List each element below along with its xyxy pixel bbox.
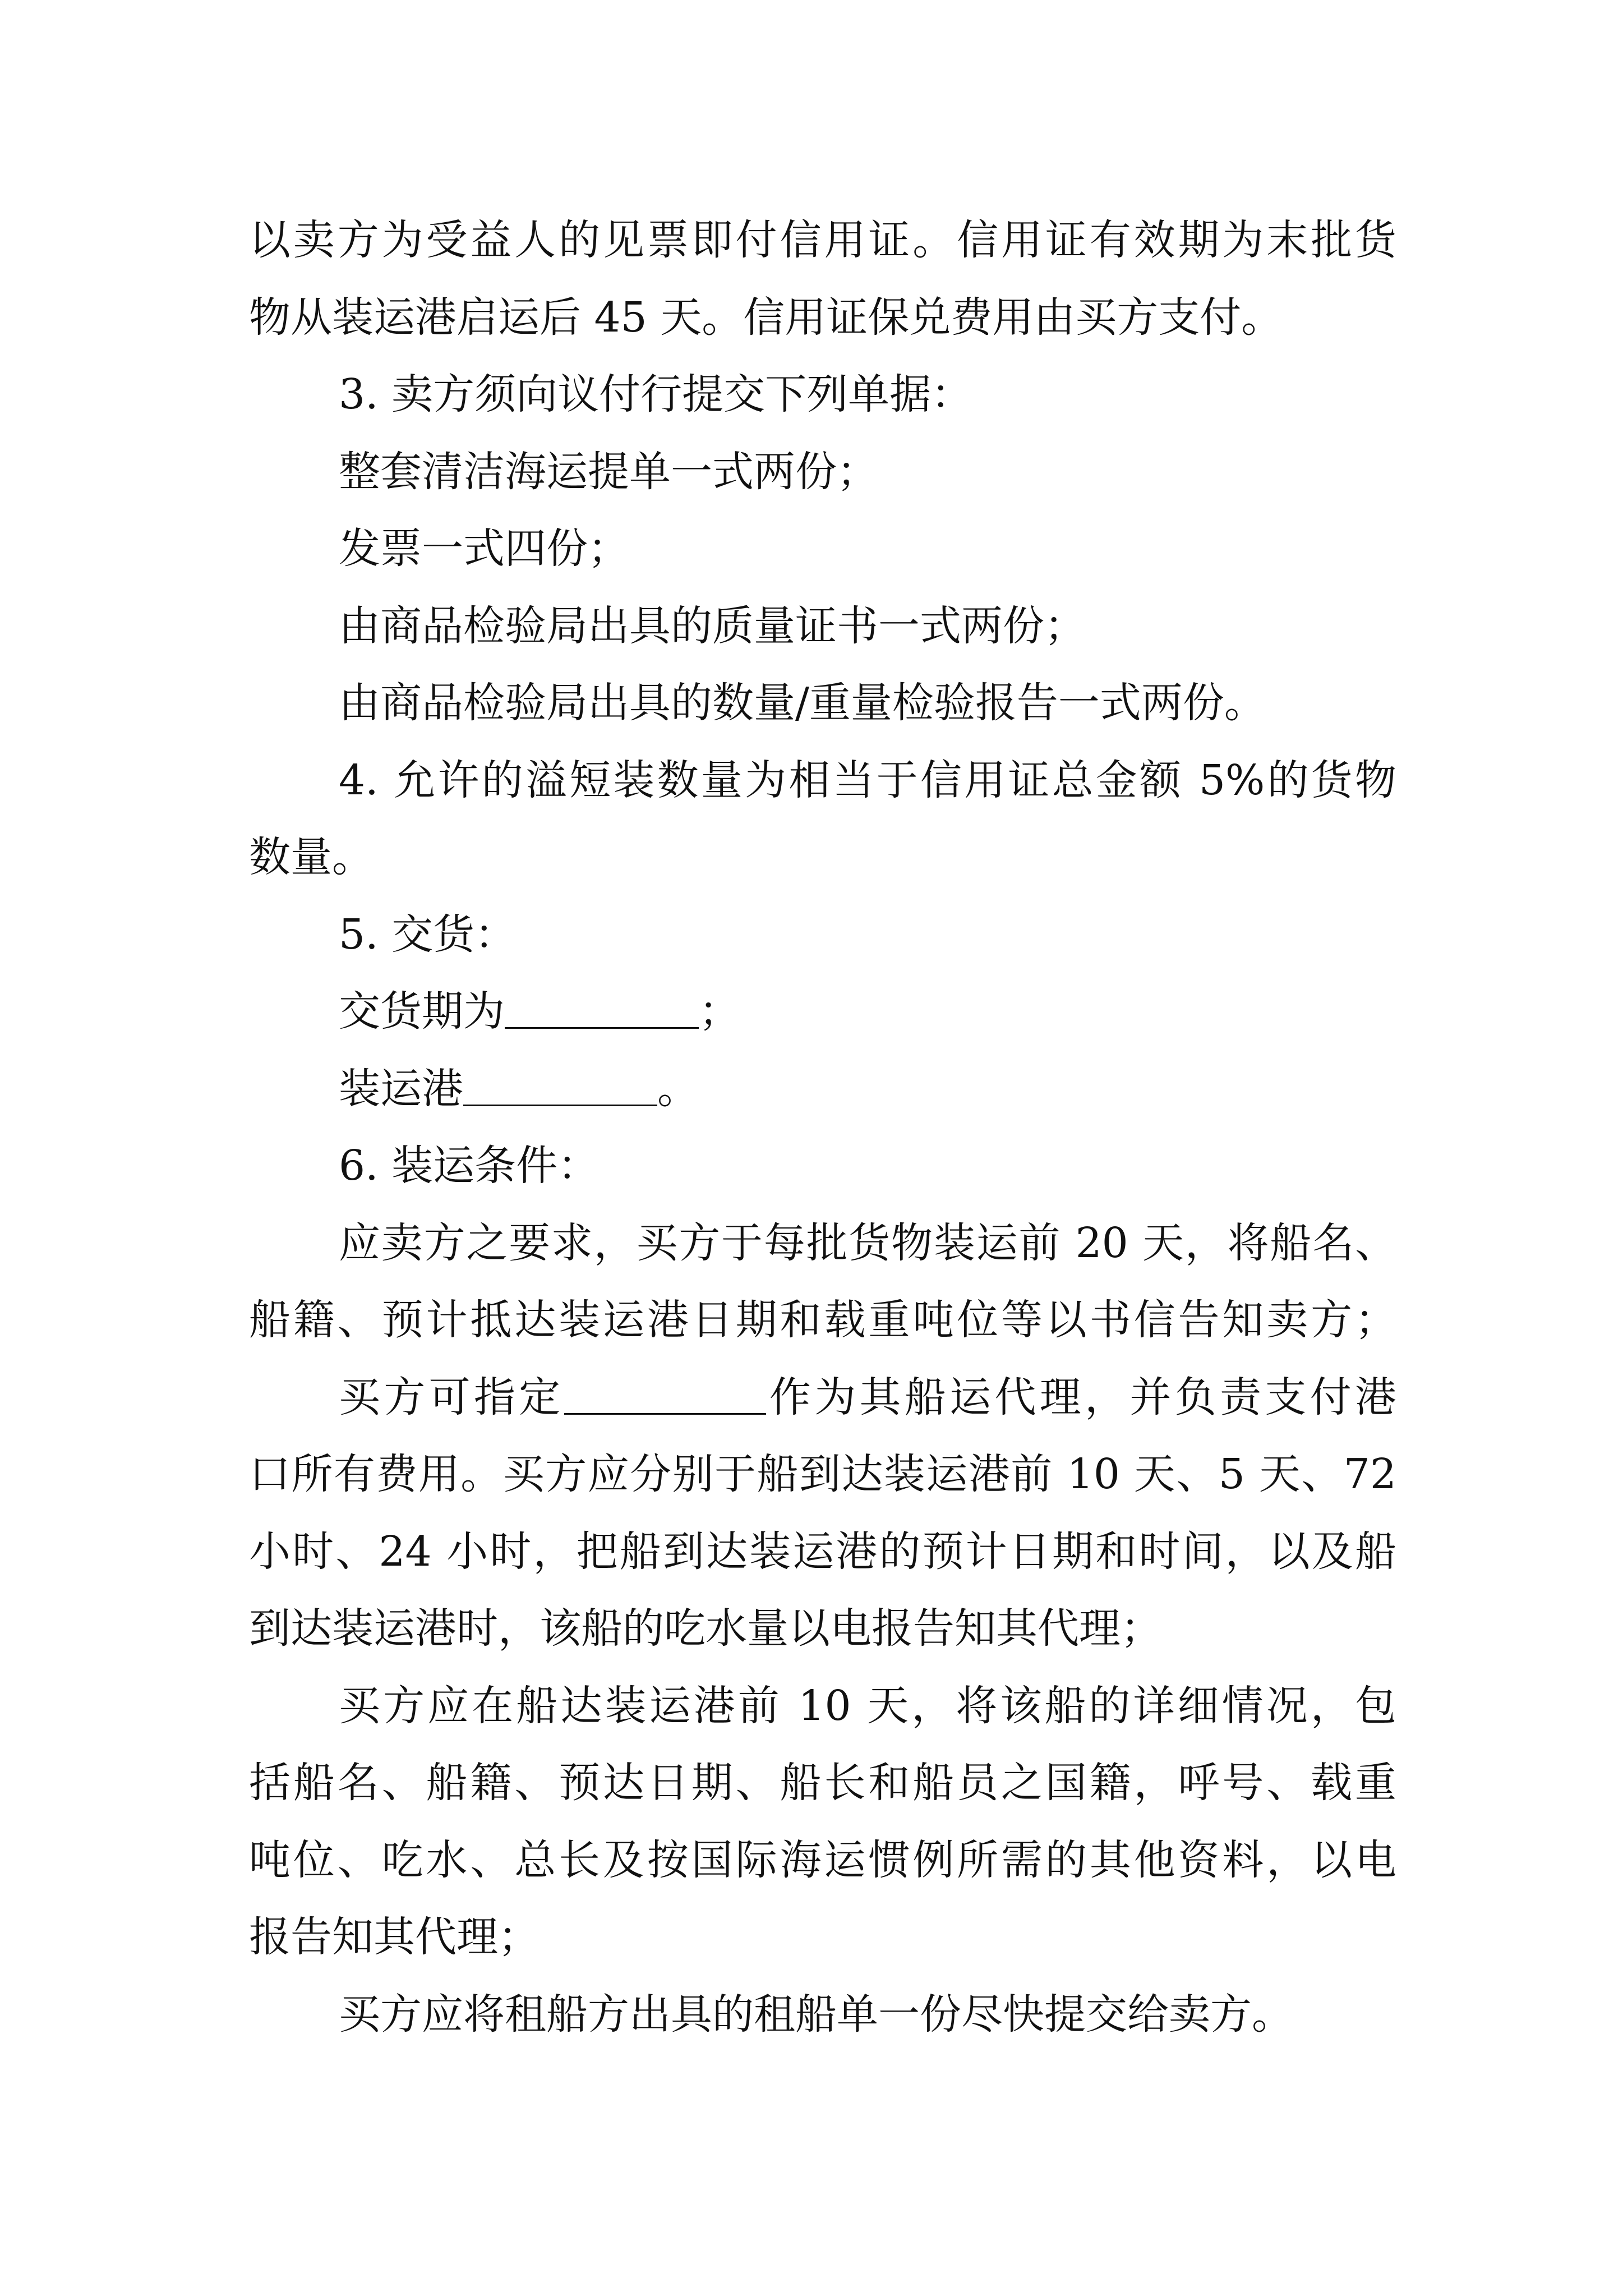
- section-heading: 6. 装运条件：: [339, 1142, 600, 1190]
- paragraph-line: 口所有费用。买方应分别于船到达装运港前 10 天、5 天、72: [249, 1450, 1396, 1498]
- section-heading: 3. 卖方须向议付行提交下列单据：: [339, 370, 973, 418]
- section-heading: 5. 交货：: [339, 910, 517, 959]
- section-heading: 4. 允许的溢短装数量为相当于信用证总金额 5%的货物: [339, 756, 1396, 804]
- fill-in-label: 装运港: [339, 1064, 463, 1113]
- paragraph-line: 买方应将租船方出具的租船单一份尽快提交给卖方。: [339, 1990, 1293, 2039]
- fill-in-label: 交货期为: [339, 987, 505, 1036]
- list-item: 由商品检验局出具的质量证书一式两份；: [339, 601, 1086, 650]
- list-item: 由商品检验局出具的数量/重量检验报告一式两份。: [339, 679, 1266, 727]
- paragraph-line: 以卖方为受益人的见票即付信用证。信用证有效期为末批货: [249, 216, 1396, 264]
- paragraph-line: 报告知其代理；: [249, 1913, 540, 1961]
- paragraph-line: 物从装运港启运后 45 天。信用证保兑费用由买方支付。: [249, 293, 1283, 342]
- paragraph-line: 小时、24 小时，把船到达装运港的预计日期和时间，以及船: [249, 1527, 1396, 1576]
- fill-in-line: [249, 973, 1396, 1051]
- paragraph-line: 应卖方之要求，买方于每批货物装运前 20 天，将船名、: [339, 1218, 1396, 1267]
- paragraph-line: 到达装运港时，该船的吃水量以电报告知其代理；: [249, 1604, 1162, 1653]
- paragraph-line: 吨位、吃水、总长及按国际海运惯例所需的其他资料，以电: [249, 1835, 1396, 1884]
- shipping-agent-blank[interactable]: [564, 1369, 766, 1415]
- fill-in-punct: ；: [699, 987, 740, 1036]
- loading-port-blank[interactable]: [463, 1061, 657, 1106]
- list-item: 发票一式四份；: [339, 524, 629, 573]
- fill-in-line: [249, 1359, 1396, 1437]
- fill-in-label: 买方可指定: [339, 1373, 564, 1421]
- fill-in-text: 作为其船运代理，并负责支付港: [766, 1373, 1397, 1421]
- list-item: 整套清洁海运提单一式两份；: [339, 447, 878, 496]
- document-page: [249, 202, 1396, 2053]
- paragraph-line: 括船名、船籍、预达日期、船长和船员之国籍，呼号、载重: [249, 1759, 1396, 1807]
- fill-in-line: [249, 1051, 1396, 1128]
- delivery-period-blank[interactable]: [505, 983, 699, 1029]
- paragraph-line: 船籍、预计抵达装运港日期和载重吨位等以书信告知卖方；: [249, 1296, 1396, 1344]
- fill-in-punct: 。: [657, 1064, 699, 1113]
- paragraph-line: 数量。: [249, 833, 374, 881]
- paragraph-line: 买方应在船达装运港前 10 天，将该船的详细情况，包: [339, 1681, 1396, 1730]
